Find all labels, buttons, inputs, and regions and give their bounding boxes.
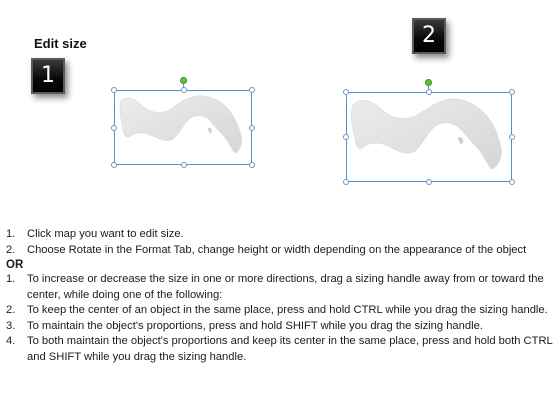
resize-handle-left[interactable]	[343, 134, 349, 140]
step-two-badge: 2	[412, 18, 446, 54]
step-number: 4.	[6, 335, 16, 347]
map-shape-original[interactable]	[114, 90, 252, 165]
resize-handle-right[interactable]	[509, 134, 515, 140]
resize-handle-top-left[interactable]	[343, 89, 349, 95]
step-text: To maintain the object's proportions, press and hold SHIFT while you drag the sizing handle.	[27, 319, 483, 332]
step-text: Choose Rotate in the Format Tab, change height or width depending on the appearance of the object	[27, 243, 527, 256]
rotate-handle[interactable]	[180, 77, 187, 84]
list-item	[6, 319, 554, 335]
step-number: 1.	[6, 228, 16, 240]
resize-handle-bottom-right[interactable]	[249, 162, 255, 168]
list-item	[6, 227, 554, 243]
resize-handle-top-right[interactable]	[249, 87, 255, 93]
rotate-handle[interactable]	[425, 79, 432, 86]
resize-handle-bottom-left[interactable]	[343, 179, 349, 185]
resize-handle-top[interactable]	[426, 89, 432, 95]
step-number: 1.	[6, 273, 16, 285]
resize-handle-bottom-right[interactable]	[509, 179, 515, 185]
step-text: Click map you want to edit size.	[27, 228, 184, 240]
resize-handle-top-right[interactable]	[509, 89, 515, 95]
list-item	[6, 243, 554, 259]
list-item	[6, 272, 554, 303]
resize-handle-right[interactable]	[249, 125, 255, 131]
panama-map-shape	[115, 91, 251, 164]
step-number: 3.	[6, 319, 16, 332]
resize-handle-top-left[interactable]	[111, 87, 117, 93]
page-title: Edit size	[34, 36, 87, 51]
map-shape-resized[interactable]	[346, 92, 512, 182]
or-separator: OR	[6, 259, 24, 271]
step-number: 2.	[6, 243, 16, 256]
resize-handle-bottom-left[interactable]	[111, 162, 117, 168]
list-item	[6, 334, 554, 365]
panama-map-shape	[347, 93, 511, 181]
step-number: 2.	[6, 304, 16, 316]
resize-handle-top[interactable]	[181, 87, 187, 93]
resize-handle-left[interactable]	[111, 125, 117, 131]
step-text: To both maintain the object's proportions and keep its center in the same place, press and hold both CTRL and SHIFT while you drag the sizing handle.	[27, 335, 553, 363]
resize-handle-bottom[interactable]	[426, 179, 432, 185]
instructions	[6, 227, 554, 365]
resize-handle-bottom[interactable]	[181, 162, 187, 168]
step-text: To increase or decrease the size in one or more directions, drag a sizing handle away from or toward the center, while doing one of the following:	[27, 273, 544, 301]
step-text: To keep the center of an object in the same place, press and hold CTRL while you drag the sizing handle.	[27, 304, 548, 316]
step-one-badge: 1	[31, 58, 65, 94]
list-item	[6, 303, 554, 319]
